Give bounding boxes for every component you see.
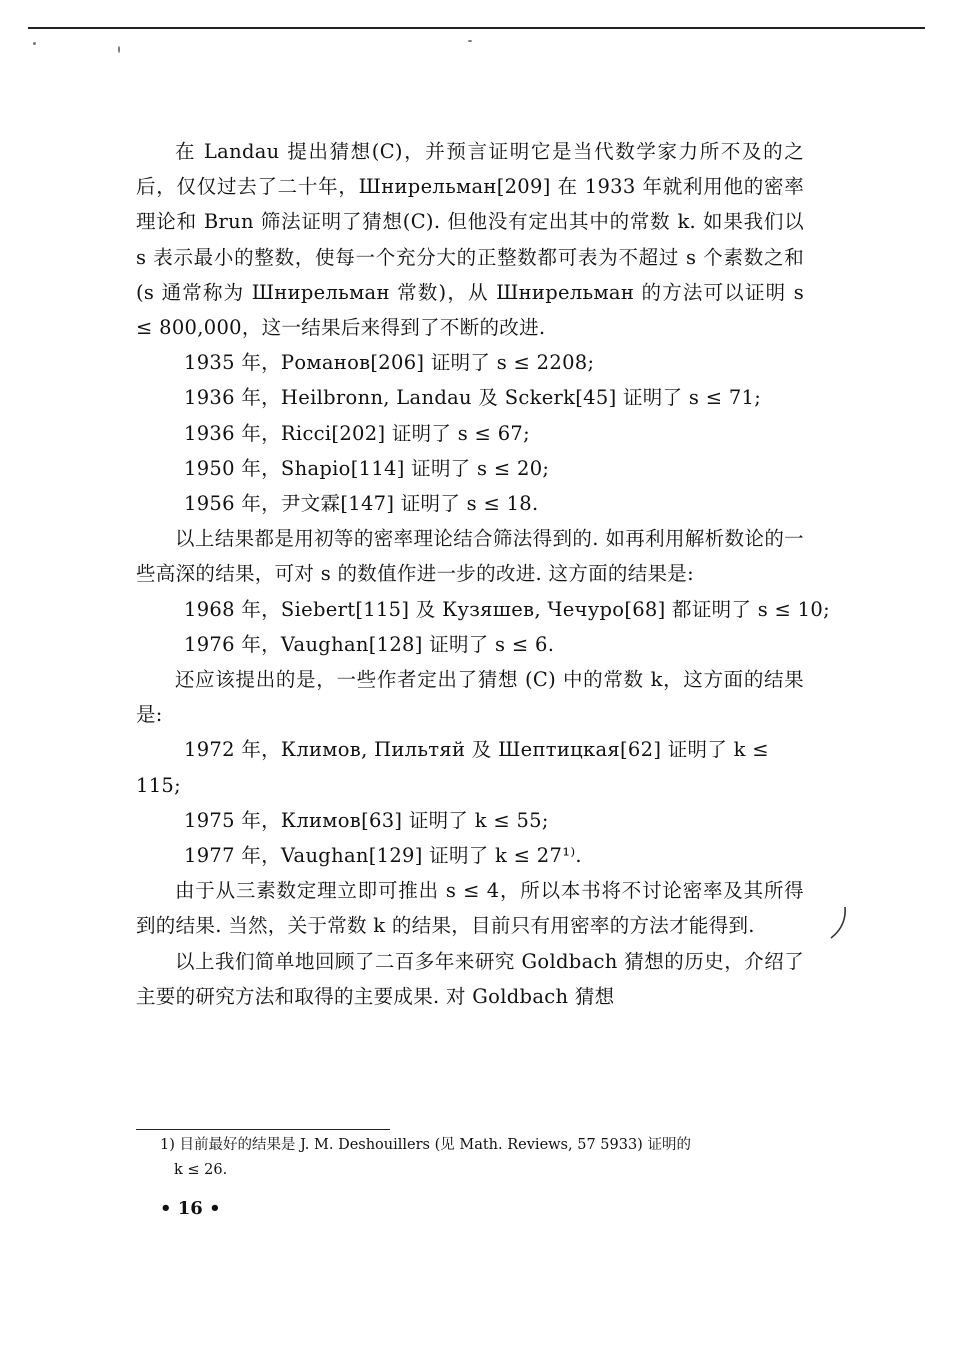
list-item: 1976 年，Vaughan[128] 证明了 s ≤ 6.: [184, 632, 555, 656]
elementary-results-list: [136, 345, 804, 521]
header-rule: [28, 27, 925, 29]
analytic-results-list: [136, 592, 830, 662]
margin-pencil-mark: [828, 905, 850, 941]
list-item: 1935 年，Романов[206] 证明了 s ≤ 2208;: [184, 351, 595, 375]
paragraph-three-primes: 由于从三素数定理立即可推出 s ≤ 4，所以本书将不讨论密率及其所得到的结果. 当然，关于常数 k 的结果，目前只有用密率的方法才能得到.: [136, 879, 804, 938]
footnote-line: k ≤ 26.: [174, 1162, 228, 1178]
page-body: [136, 134, 830, 1014]
list-item: 1972 年，Климов, Пильтяй 及 Шептицкая[62] 证明了 k ≤ 115;: [136, 738, 769, 797]
scan-artifact: [118, 46, 120, 53]
paragraph-review: 以上我们简单地回顾了二百多年来研究 Goldbach 猜想的历史，介绍了主要的研究方法和取得的主要成果. 对 Goldbach 猜想: [136, 949, 804, 1008]
list-item: 1950 年，Shapio[114] 证明了 s ≤ 20;: [184, 456, 550, 480]
scan-artifact: [468, 40, 472, 42]
paragraph-intro: 在 Landau 提出猜想(C)，并预言证明它是当代数学家力所不及的之后，仅仅过去了二十年，Шнирельман[209] 在 1933 年就利用他的密率理论和 Brun 筛法证明了猜想(C). 但他没有定出其中的常数 k. 如果我们以 s 表示最小的整数，使每一个充分大的正整数都可表为不超过 s 个素数之和 (s 通常称为 Шнирельман 常数)，从 Шнирельман 的方法可以证明 s ≤ 800,000，这一结果后来得到了不断的改进.: [136, 140, 804, 340]
footnote-rule: [136, 1129, 390, 1130]
list-item: 1975 年，Климов[63] 证明了 k ≤ 55;: [184, 808, 549, 832]
footnote: [160, 1133, 804, 1183]
list-item: 1968 年，Siebert[115] 及 Кузяшев, Чечуро[68] 都证明了 s ≤ 10;: [184, 597, 830, 621]
footnote-line: 1) 目前最好的结果是 J. M. Deshouillers (见 Math. Reviews, 57 5933) 证明的: [160, 1137, 691, 1153]
paragraph-constant-k: 还应该提出的是，一些作者定出了猜想 (C) 中的常数 k，这方面的结果是:: [136, 668, 804, 727]
paragraph-analytic: 以上结果都是用初等的密率理论结合筛法得到的. 如再利用解析数论的一些高深的结果，可对 s 的数值作进一步的改进. 这方面的结果是:: [136, 527, 804, 586]
list-item: 1936 年，Heilbronn, Landau 及 Sckerk[45] 证明了 s ≤ 71;: [184, 386, 762, 410]
list-item: 1956 年，尹文霖[147] 证明了 s ≤ 18.: [184, 492, 539, 516]
list-item: 1936 年，Ricci[202] 证明了 s ≤ 67;: [184, 421, 530, 445]
page-number: • 16 •: [160, 1198, 221, 1219]
constant-k-results-list: [136, 732, 804, 873]
scan-artifact: [33, 42, 36, 45]
list-item: 1977 年，Vaughan[129] 证明了 k ≤ 27¹⁾.: [184, 844, 582, 868]
